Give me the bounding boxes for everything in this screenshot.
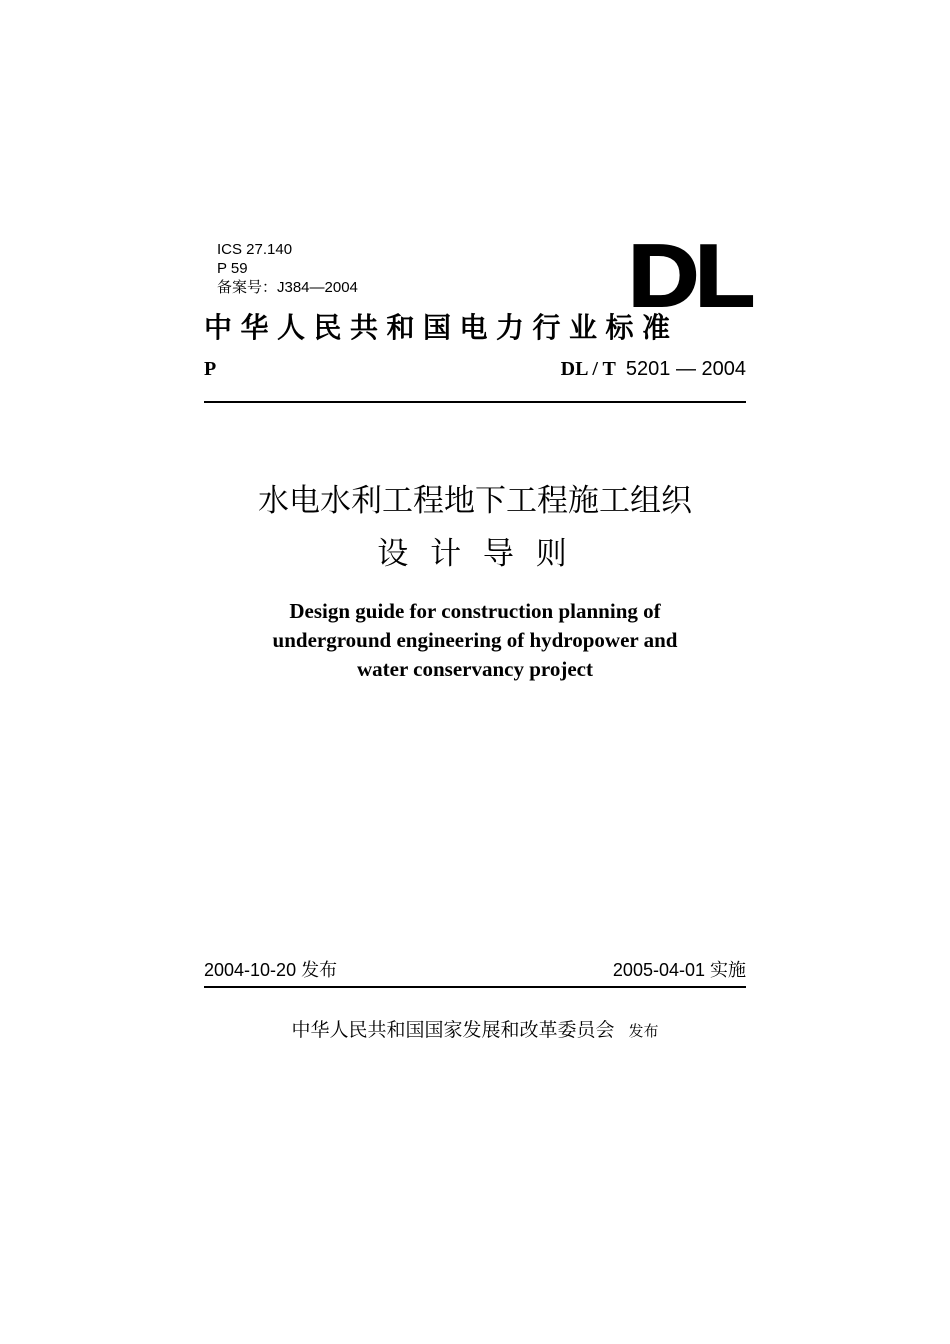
ics-code: ICS 27.140	[217, 241, 293, 258]
standard-code: 5201 — 2004	[625, 358, 746, 380]
dl-logo: DL	[628, 226, 751, 325]
title-zh-line1: 水电水利工程地下工程施工组织	[258, 483, 692, 519]
standard-number	[561, 357, 746, 381]
record-number: 备案号：J384—2004	[217, 279, 358, 296]
title-en-line1: Design guide for construction planning of	[289, 599, 661, 623]
top-divider	[204, 401, 746, 403]
classification-code: P 59	[217, 260, 248, 277]
title-en-line2: underground engineering of hydropower and	[272, 628, 678, 652]
issue-date: 2004-10-20 发布	[204, 960, 338, 980]
issuer-name: 中华人民共和国国家发展和改革委员会	[291, 1019, 615, 1041]
implementation-date: 2005-04-01 实施	[612, 960, 746, 980]
standard-prefix: DL / T	[560, 358, 616, 380]
category-code: P	[204, 358, 217, 380]
bottom-divider	[204, 986, 746, 988]
issuer	[0, 1017, 950, 1044]
issuer-suffix: 发布	[628, 1022, 659, 1040]
industry-standard-heading: 中华人民共和国电力行业标准	[204, 311, 679, 344]
title-en-line3: water conservancy project	[357, 657, 593, 681]
title-zh-line2: 设 计 导 则	[377, 536, 573, 572]
